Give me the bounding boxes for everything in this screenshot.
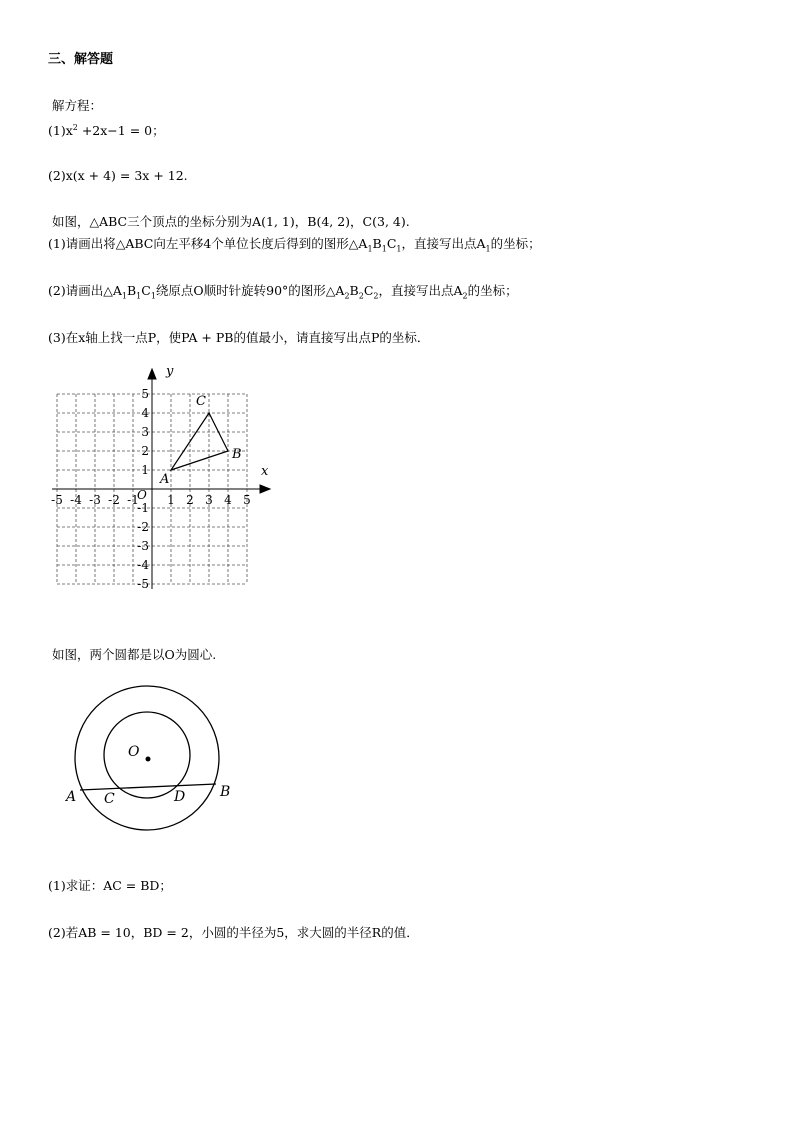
- x-axis-arrow: [260, 485, 270, 493]
- coordinate-grid-figure: [40, 355, 280, 595]
- y-tick-label: -5: [137, 577, 149, 591]
- section-title: 三、解答题: [48, 52, 114, 67]
- q2-p2-b: B: [126, 283, 137, 298]
- q1-part1-sup: 2: [72, 123, 78, 132]
- q2-p2-s3: 1: [150, 291, 156, 301]
- q2-p1-s2: 1: [381, 244, 387, 254]
- y-tick-label: -1: [137, 501, 149, 515]
- q2-p2-e: B: [349, 283, 359, 298]
- label-a: A: [66, 789, 77, 805]
- y-tick-label: 2: [141, 444, 149, 458]
- q2-p1-e: 的坐标；: [490, 236, 541, 251]
- q1-part1-a: (1)x: [48, 123, 73, 139]
- q2-p2-s5: 2: [358, 291, 364, 301]
- label-c: C: [104, 791, 115, 807]
- label-o: O: [128, 744, 140, 760]
- q2-p2-s6: 2: [373, 291, 379, 301]
- label-d: D: [174, 789, 186, 805]
- y-tick-label: 5: [141, 387, 149, 401]
- q2-p2-s7: 2: [462, 291, 468, 301]
- q2-part1: [48, 236, 541, 258]
- x-tick-label: 4: [224, 493, 232, 507]
- origin-label: O: [137, 488, 147, 502]
- x-tick-label: -2: [108, 493, 120, 507]
- q2-part2: [48, 283, 518, 305]
- point-c-label: C: [196, 394, 206, 409]
- y-tick-label: 1: [141, 463, 149, 477]
- q2-p2-f: C: [363, 283, 374, 298]
- q2-p2-d: 绕原点O顺时针旋转90°的图形△A: [155, 283, 345, 298]
- triangle-abc: [171, 413, 228, 470]
- q2-p2-s2: 1: [136, 291, 142, 301]
- q1-intro: 解方程：: [52, 98, 103, 113]
- point-b-label: B: [232, 447, 242, 462]
- q2-p1-s4: 1: [485, 244, 491, 254]
- x-tick-label: -4: [70, 493, 82, 507]
- q2-p1-b: B: [372, 236, 382, 251]
- x-tick-label: -3: [89, 493, 101, 507]
- q2-p1-a: (1)请画出将△ABC向左平移4个单位长度后得到的图形△A: [48, 236, 368, 251]
- y-axis-arrow: [148, 369, 156, 379]
- y-tick-label: 3: [141, 425, 149, 439]
- q3-intro: 如图，两个圆都是以O为圆心.: [52, 647, 217, 662]
- point-a-label: A: [160, 472, 170, 487]
- q1-part1: [48, 120, 165, 139]
- x-tick-label: 1: [167, 493, 175, 507]
- q2-p1-d: ，直接写出点A: [401, 236, 486, 251]
- q1-part1-b: +2x−1 = 0；: [77, 123, 165, 139]
- center-point: [146, 757, 151, 762]
- q2-p2-c: C: [141, 283, 151, 298]
- y-axis-label: y: [166, 364, 174, 379]
- q2-p2-g: ，直接写出点A: [378, 283, 463, 298]
- y-tick-label: -2: [137, 520, 149, 534]
- q2-p2-h: 的坐标；: [467, 283, 518, 298]
- x-tick-label: -1: [127, 493, 139, 507]
- q2-p2-a: (2)请画出△A: [48, 283, 122, 298]
- q2-p1-c: C: [386, 236, 397, 251]
- x-tick-label: -5: [51, 493, 63, 507]
- x-tick-label: 2: [186, 493, 194, 507]
- label-b: B: [220, 784, 231, 800]
- q3-part2: (2)若AB = 10，BD = 2，小圆的半径为5，求大圆的半径R的值．: [48, 925, 419, 940]
- q3-part1: (1)求证：AC = BD；: [48, 878, 172, 893]
- y-tick-label: 4: [141, 406, 149, 420]
- y-tick-label: -3: [137, 539, 149, 553]
- q2-p1-s3: 1: [396, 244, 402, 254]
- q2-intro: 如图，△ABC三个顶点的坐标分别为A(1, 1)，B(4, 2)，C(3, 4).: [52, 214, 410, 229]
- q2-p2-s4: 2: [344, 291, 350, 301]
- q2-p2-s1: 1: [121, 291, 127, 301]
- y-tick-label: -4: [137, 558, 149, 572]
- q1-part2: (2)x(x + 4) = 3x + 12.: [48, 168, 188, 183]
- concentric-circles-figure: [60, 680, 240, 845]
- x-axis-label: x: [261, 464, 269, 479]
- q2-p1-s1: 1: [367, 244, 373, 254]
- x-tick-label: 5: [243, 493, 251, 507]
- x-tick-labels: [51, 493, 251, 507]
- chord-ab: [80, 784, 216, 790]
- x-tick-label: 3: [205, 493, 213, 507]
- q2-part3: (3)在x轴上找一点P，使PA + PB的值最小，请直接写出点P的坐标．: [48, 330, 430, 345]
